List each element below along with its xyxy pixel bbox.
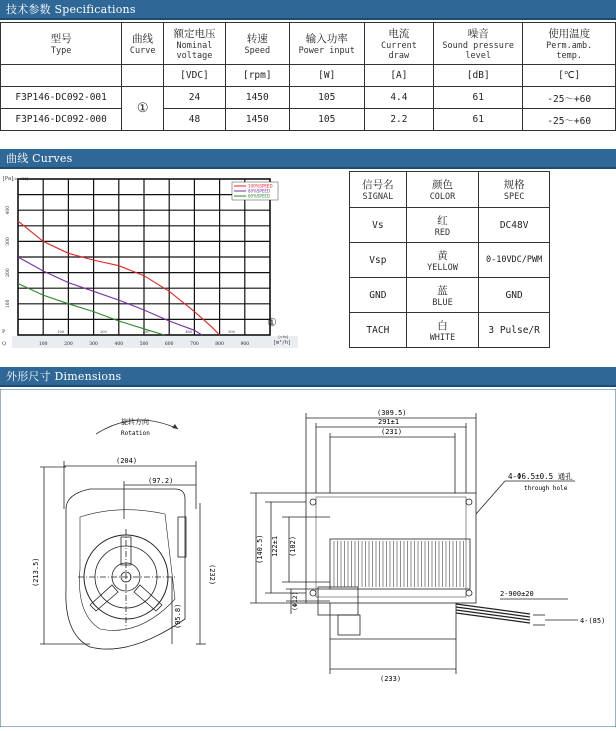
x-axis-label: [m³/h]	[273, 340, 292, 346]
specifications-table	[0, 22, 616, 131]
unit-cell: [W]	[289, 65, 364, 87]
header-curve: 曲线 Curve	[122, 23, 164, 65]
color-cell: 黄 YELLOW	[406, 243, 479, 278]
unit-cell: [℃]	[523, 65, 616, 87]
color-cell: 白 WHITE	[406, 313, 479, 348]
y-tick-label: 200	[6, 268, 11, 277]
dim-h4: (Φ12)	[291, 591, 299, 611]
rotation-label-cn: 旋转方向	[121, 418, 149, 426]
spec-cell: DC48V	[479, 208, 550, 243]
x-tick-label: 200	[64, 342, 73, 347]
dim-top-outer: (309.5)	[377, 409, 407, 417]
signal-header-row	[350, 172, 550, 208]
unit-cell	[1, 65, 122, 87]
dim-bottom: (233)	[380, 675, 402, 683]
curve-mark: ①	[267, 316, 277, 329]
unit-cell: [VDC]	[164, 65, 226, 87]
voltage-cell: 24	[164, 87, 226, 109]
header-current: 电流 Current draw	[364, 23, 433, 65]
y-axis-label-alt: [in H2O]	[12, 177, 29, 181]
performance-chart-svg	[0, 171, 300, 349]
dim-width-outer: (204)	[116, 457, 138, 465]
dim-top-mid: 291±1	[378, 418, 400, 426]
performance-chart	[0, 171, 300, 349]
dim-height-right: (232)	[208, 564, 216, 586]
temp-cell: -25～+60	[523, 87, 616, 109]
x-tick-label: 800	[215, 342, 224, 347]
signal-cell: Vsp	[350, 243, 407, 278]
hole-label-cn: 4-Φ6.5±0.5 通孔	[508, 472, 573, 481]
header-spec: 规格 SPEC	[479, 172, 550, 208]
dimension-drawing	[0, 389, 616, 727]
table-row	[350, 278, 550, 313]
curve-cell: ①	[122, 87, 164, 131]
header-noise: 噪音 Sound pressure level	[434, 23, 523, 65]
table-row	[350, 313, 550, 348]
current-cell: 2.2	[364, 109, 433, 131]
cfm-tick-label: 400	[185, 330, 193, 334]
header-signal: 信号名 SIGNAL	[350, 172, 407, 208]
x-tick-label: 700	[190, 342, 199, 347]
dimension-drawing-svg	[0, 389, 616, 727]
type-cell: F3P146-DC092-001	[1, 87, 122, 109]
y-tick-label: 400	[6, 205, 11, 215]
legend-label: 60%SPEED	[248, 193, 270, 199]
spec-cell: GND	[479, 278, 550, 313]
current-cell: 4.4	[364, 87, 433, 109]
dim-cable: 2-900±20	[500, 590, 534, 598]
dim-width-inner: (97.2)	[148, 477, 174, 485]
rotation-label-en: Rotation	[121, 430, 150, 437]
specifications-header: 技术参数 Specifications	[0, 0, 616, 20]
x-tick-label: 900	[240, 342, 250, 347]
header-power: 输入功率 Power input	[289, 23, 364, 65]
table-row	[350, 243, 550, 278]
speed-cell: 1450	[225, 87, 289, 109]
spec-cell: 0-10VDC/PWM	[479, 243, 550, 278]
type-cell: F3P146-DC092-000	[1, 109, 122, 131]
unit-cell: [rpm]	[225, 65, 289, 87]
table-row	[350, 208, 550, 243]
signal-cell: Vs	[350, 208, 407, 243]
unit-cell: [dB]	[434, 65, 523, 87]
spec-header-row	[1, 23, 616, 65]
cfm-tick-label: 200	[100, 330, 107, 334]
x-tick-label: 500	[139, 342, 149, 347]
header-temp: 使用温度 Perm.amb. temp.	[523, 23, 616, 65]
dim-h3: (102)	[289, 535, 297, 557]
x-tick-label: 400	[114, 342, 124, 347]
noise-cell: 61	[434, 87, 523, 109]
x-unit-letter: Q	[2, 341, 7, 347]
header-type: 型号 Type	[1, 23, 122, 65]
unit-cell: [A]	[364, 65, 433, 87]
x-tick-label: 300	[89, 342, 98, 347]
legend-label: 80%SPEED	[248, 188, 270, 194]
spec-cell: 3 Pulse/R	[479, 313, 550, 348]
header-color: 颜色 COLOR	[406, 172, 479, 208]
signal-cell: GND	[350, 278, 407, 313]
power-cell: 105	[289, 109, 364, 131]
dim-height-small: (95.8)	[174, 603, 182, 629]
power-cell: 105	[289, 87, 364, 109]
y-axis-label: [Pa]	[2, 176, 15, 182]
x-axis-label-alt: [cfm]	[278, 335, 289, 339]
x-tick-label: 100	[38, 342, 48, 347]
dim-height-left: (213.5)	[32, 557, 40, 587]
x-axis-band	[12, 336, 298, 348]
table-row	[1, 109, 616, 131]
curves-header: 曲线 Curves	[0, 149, 616, 169]
signal-cell: TACH	[350, 313, 407, 348]
voltage-cell: 48	[164, 109, 226, 131]
table-row	[1, 87, 616, 109]
unit-cell	[122, 65, 164, 87]
y-unit-letter: P	[2, 329, 6, 335]
header-voltage: 额定电压 Nominal voltage	[164, 23, 226, 65]
dim-h2: 122±1	[271, 535, 279, 557]
legend-label: 100%SPEED	[248, 183, 273, 189]
signal-table	[349, 171, 550, 348]
cfm-tick-label: 500	[228, 330, 235, 334]
y-tick-label: 300	[6, 237, 11, 246]
header-speed: 转速 Speed	[225, 23, 289, 65]
hole-label-en: through hole	[524, 485, 568, 492]
dim-h1: (140.5)	[256, 534, 264, 564]
color-cell: 蓝 BLUE	[406, 278, 479, 313]
cfm-tick-label: 300	[142, 330, 150, 334]
dim-cable2: 4-(85)	[580, 617, 606, 625]
cfm-tick-label: 100	[57, 330, 65, 334]
color-cell: 红 RED	[406, 208, 479, 243]
dimensions-header: 外形尺寸 Dimensions	[0, 367, 616, 387]
y-tick-label: 100	[6, 299, 11, 309]
dim-top-inner: (231)	[381, 428, 403, 436]
speed-cell: 1450	[225, 109, 289, 131]
spec-units-row	[1, 65, 616, 87]
noise-cell: 61	[434, 109, 523, 131]
x-tick-label: 600	[164, 342, 174, 347]
temp-cell: -25～+60	[523, 109, 616, 131]
